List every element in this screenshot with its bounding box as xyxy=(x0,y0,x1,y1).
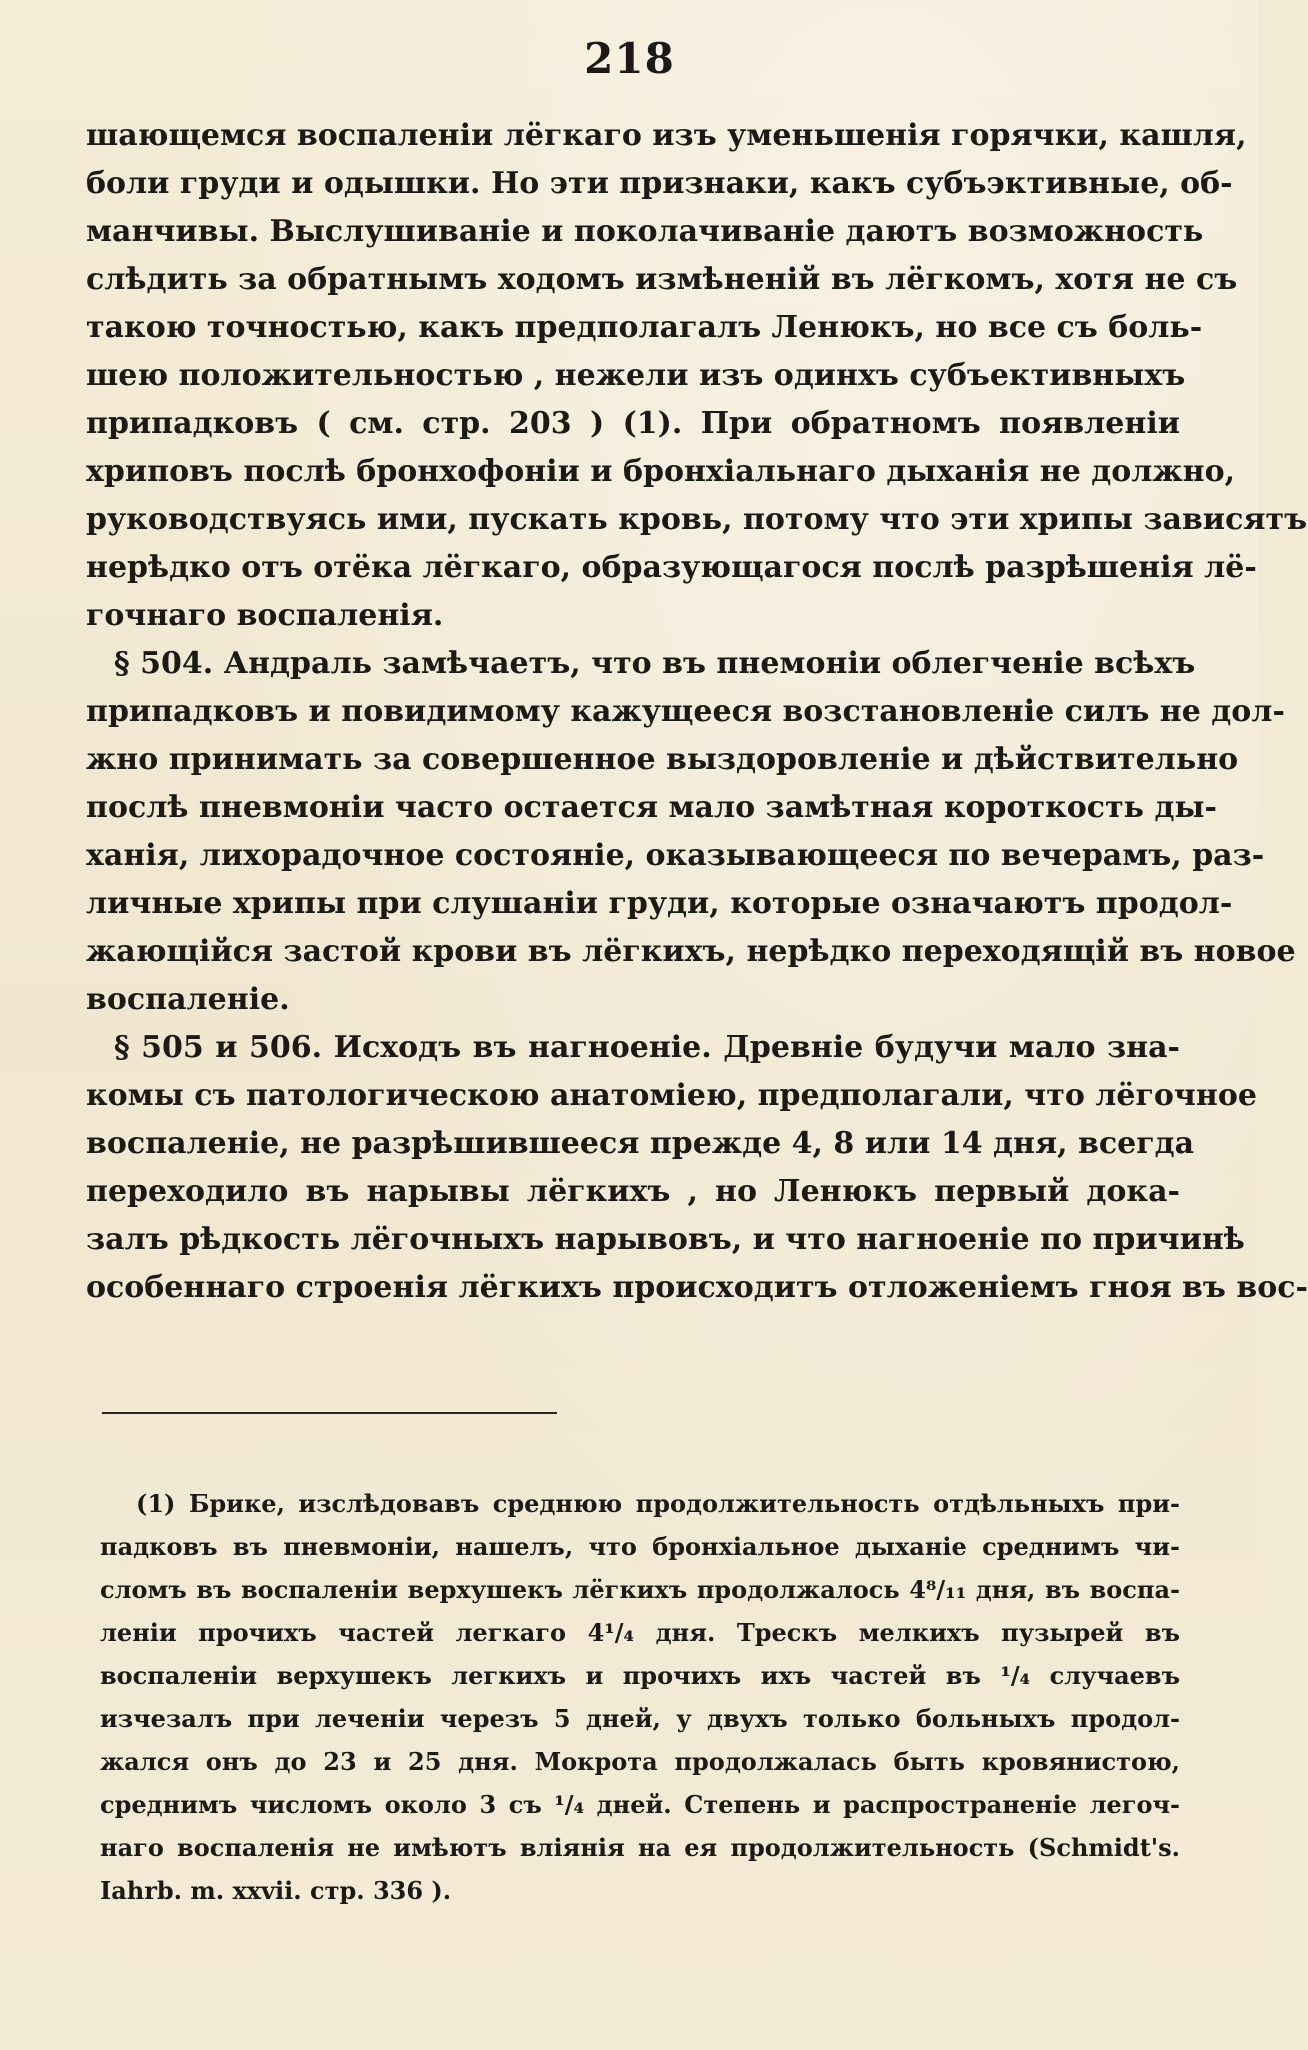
text-line: особеннаго строенія лёгкихъ происходитъ отложеніемъ гноя въ вос- xyxy=(86,1270,1308,1305)
text-line: руководствуясь ими, пускать кровь, потому что эти хрипы зависятъ xyxy=(86,502,1308,537)
text-line: нерѣдко отъ отёка лёгкаго, образующагося послѣ разрѣшенія лё- xyxy=(86,550,1257,585)
text-line: шающемся воспаленіи лёгкаго изъ уменьшенія горячки, кашля, xyxy=(86,118,1247,153)
text-line: гочнаго воспаленія. xyxy=(86,598,444,633)
text-line: слѣдить за обратнымъ ходомъ измѣненій въ лёгкомъ, хотя не съ xyxy=(86,262,1238,297)
footnote-line: наго воспаленія не имѣютъ вліянія на ея продолжительность (Schmidt's. xyxy=(100,1833,1180,1862)
footnote-line: жался онъ до 23 и 25 дня. Мокрота продолжалась быть кровянистою, xyxy=(100,1747,1180,1776)
text-line: такою точностью, какъ предполагалъ Ленюкъ, но все съ боль- xyxy=(86,310,1203,345)
footnote-line: сломъ въ воспаленіи верхушекъ лёгкихъ продолжалось 4⁸/₁₁ дня, въ воспа- xyxy=(100,1575,1180,1604)
text-line: припадковъ и повидимому кажущееся возстановленіе силъ не дол- xyxy=(86,694,1285,729)
text-line: личные хрипы при слушаніи груди, которые означаютъ продол- xyxy=(86,886,1233,921)
text-line: переходило въ нарывы лёгкихъ , но Ленюкъ первый дока- xyxy=(86,1174,1180,1209)
text-line: припадковъ ( см. стр. 203 ) (1). При обратномъ появленіи xyxy=(86,406,1180,441)
footnote-line: среднимъ числомъ около 3 съ ¹/₄ дней. Степень и распространеніе легоч- xyxy=(100,1790,1180,1819)
text-line: воспаленіе, не разрѣшившееся прежде 4, 8 или 14 дня, всегда xyxy=(86,1126,1195,1161)
footnote-line: падковъ въ пневмоніи, нашелъ, что бронхіальное дыханіе среднимъ чи- xyxy=(100,1532,1180,1561)
footnote-line: воспаленіи верхушекъ легкихъ и прочихъ ихъ частей въ ¹/₄ случаевъ xyxy=(100,1661,1180,1690)
footnote-line: изчезалъ при леченіи черезъ 5 дней, у двухъ только больныхъ продол- xyxy=(100,1704,1180,1733)
footnote-line: (1) Брике, изслѣдовавъ среднюю продолжительность отдѣльныхъ при- xyxy=(136,1489,1180,1518)
footnote-divider xyxy=(102,1412,557,1414)
text-line: воспаленіе. xyxy=(86,982,290,1017)
section-504-heading-line: § 504. Андраль замѣчаетъ, что въ пнемоніи облегченіе всѣхъ xyxy=(114,646,1196,681)
text-line: комы съ патологическою анатоміею, предполагали, что лёгочное xyxy=(86,1078,1257,1113)
footnote xyxy=(100,1482,1180,1912)
text-line: хриповъ послѣ бронхофоніи и бронхіальнаго дыханія не должно, xyxy=(86,454,1236,489)
section-505-heading-line: § 505 и 506. Исходъ въ нагноеніе. Древніе будучи мало зна- xyxy=(114,1030,1180,1065)
text-line: жно принимать за совершенное выздоровленіе и дѣйствительно xyxy=(86,742,1239,777)
text-line: боли груди и одышки. Но эти признаки, какъ субъэктивные, об- xyxy=(86,166,1233,201)
text-line: ханія, лихорадочное состояніе, оказывающееся по вечерамъ, раз- xyxy=(86,838,1265,873)
page-number: 218 xyxy=(584,34,675,83)
footnote-line: леніи прочихъ частей легкаго 4¹/₄ дня. Трескъ мелкихъ пузырей въ xyxy=(100,1618,1180,1647)
text-line: залъ рѣдкость лёгочныхъ нарывовъ, и что нагноеніе по причинѣ xyxy=(86,1222,1245,1257)
text-line: манчивы. Выслушиваніе и поколачиваніе даютъ возможность xyxy=(86,214,1204,249)
body-text xyxy=(86,112,1308,1312)
footnote-line: Iahrb. m. xxvii. стр. 336 ). xyxy=(100,1876,452,1905)
text-line: послѣ пневмоніи часто остается мало замѣтная короткость ды- xyxy=(86,790,1217,825)
text-line: жающійся застой крови въ лёгкихъ, нерѣдко переходящій въ новое xyxy=(86,934,1296,969)
text-line: шею положительностью , нежели изъ одинхъ субъективныхъ xyxy=(86,358,1186,393)
